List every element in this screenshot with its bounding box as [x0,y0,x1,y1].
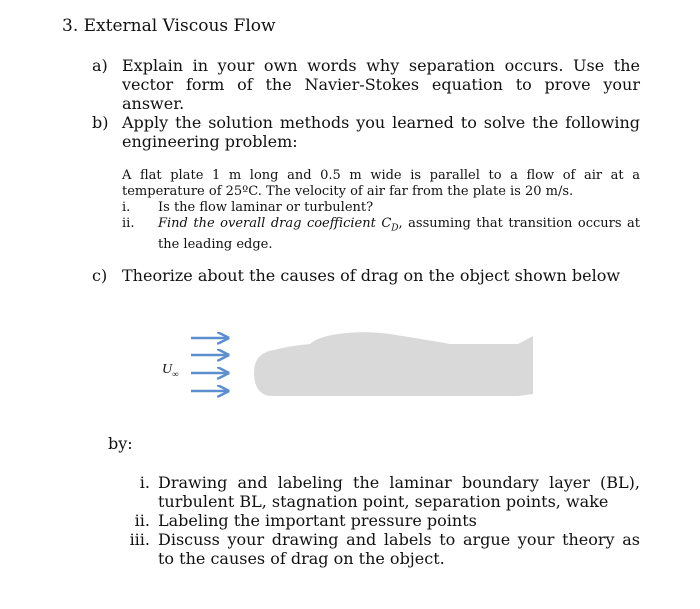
question-ii-text [158,216,640,253]
velocity-arrows [191,338,228,391]
part-b-line: Apply the solution methods you learned to solve the following [122,113,640,132]
question-ii-line [158,216,640,237]
flow-figure [150,318,550,422]
part-b-text [122,113,640,151]
velocity-subscript: ∞ [172,369,179,379]
task-line: Drawing and labeling the laminar boundary layer (BL), [158,473,640,492]
task-line: Discuss your drawing and labels to argue your theory as [158,530,640,549]
task-i-text [158,473,640,511]
question-ii-line: the leading edge. [158,236,273,252]
by-label: by: [108,434,133,453]
task-line: turbulent BL, stagnation point, separation points, wake [158,492,609,511]
part-a-line: vector form of the Navier-Stokes equation to prove your [122,75,640,94]
flow-diagram [150,318,550,418]
task-iii-text [158,530,640,568]
question-ii-num: ii. [122,216,135,231]
task-ii-num: ii. [134,511,150,530]
problem-line: temperature of 25ºC. The velocity of air far from the plate is 20 m/s. [122,184,574,199]
part-a-line: answer. [122,94,185,113]
part-a-text [122,56,640,113]
part-b-label: b) [92,113,109,132]
velocity-label: U [162,362,173,377]
question-ii-rest: , assuming that transition occurs at [398,216,640,231]
drag-coefficient-subscript: D [391,223,399,234]
problem-statement [122,168,640,200]
drag-coefficient-symbol: Find the overall drag coefficient C [158,216,392,231]
task-i-num: i. [139,473,150,492]
part-a-label: a) [92,56,108,75]
section-heading: 3. External Viscous Flow [62,16,276,36]
part-a-line: Explain in your own words why separation occurs. Use the [122,56,640,75]
task-ii-text: Labeling the important pressure points [158,511,477,530]
part-c-text: Theorize about the causes of drag on the object shown below [122,266,621,285]
bluff-body [254,332,533,396]
part-c-label: c) [92,266,108,285]
question-i-text: Is the flow laminar or turbulent? [158,200,374,215]
task-line: to the causes of drag on the object. [158,549,445,568]
problem-line: A flat plate 1 m long and 0.5 m wide is parallel to a flow of air at a [122,168,640,183]
question-i-num: i. [122,200,131,215]
task-iii-num: iii. [129,530,150,549]
part-b-line: engineering problem: [122,132,298,151]
